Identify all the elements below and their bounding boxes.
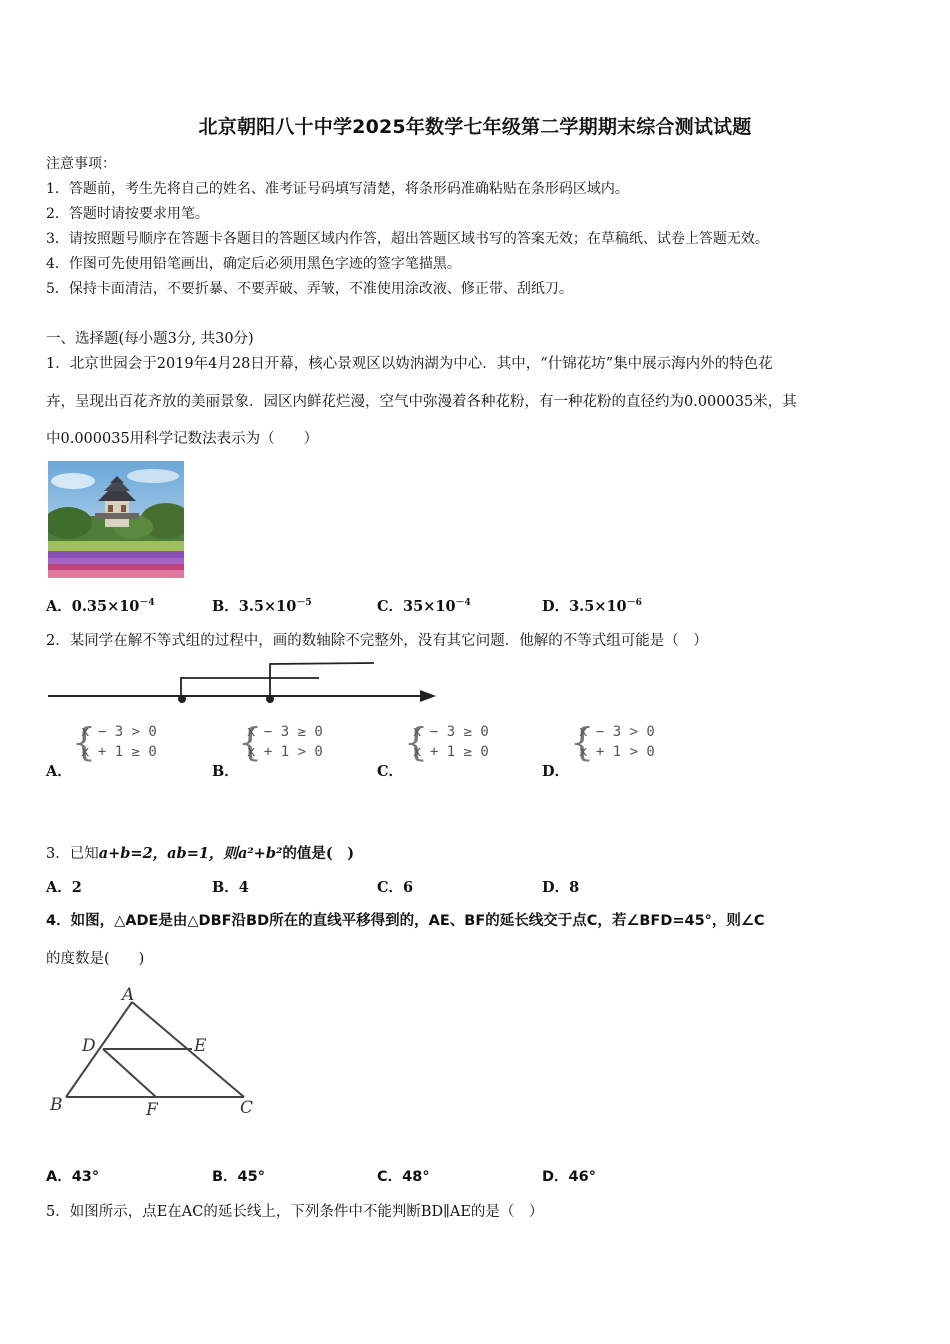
brace-icon: { [238,720,263,764]
q1-option-d-exponent: －6 [626,598,642,608]
q2-b-ineq-1: x − 3 ≥ 0 [247,724,323,740]
q3-suffix: 的值是( ) [282,845,355,862]
q3-option-a[interactable]: A．2 [46,879,82,896]
q1-option-b[interactable] [212,595,312,616]
q3-option-d[interactable]: D．8 [542,879,580,896]
q2-d-ineq-2: x + 1 > 0 [579,744,655,760]
q3-expression: a²+b² [237,845,283,862]
q3-option-b[interactable]: B．4 [212,879,249,896]
q1-option-d-label: D．3.5×10 [542,598,627,615]
q3-condition: a+b=2，ab=1，则 [98,845,238,862]
page-title: 北京朝阳八十中学2025年数学七年级第二学期期末综合测试试题 [198,116,752,138]
q1-option-b-label: B．3.5×10 [212,598,297,615]
section-heading: 一、选择题(每小题3分, 共30分) [46,331,254,347]
q1-option-d[interactable] [542,595,642,616]
brace-icon: { [570,720,595,764]
label-b: B [50,1095,63,1115]
q4-option-a[interactable]: A．43° [46,1169,100,1185]
notice-heading: 注意事项： [46,156,116,172]
q2-option-a-system [72,722,172,764]
q4-option-c[interactable]: C．48° [377,1169,430,1185]
q1-line-2: 卉，呈现出百花齐放的美丽景象．园区内鲜花烂漫，空气中弥漫着各种花粉，有一种花粉的直径约为0.000035米，其 [46,394,797,410]
label-f: F [146,1100,158,1120]
q2-a-ineq-1: x − 3 > 0 [81,724,157,740]
q2-c-ineq-1: x − 3 ≥ 0 [413,724,489,740]
brace-icon: { [404,720,429,764]
expo-park-photo [48,461,184,578]
notice-item-1: 1．答题前，考生先将自己的姓名、准考证号码填写清楚，将条形码准确粘贴在条形码区域内。 [46,181,629,197]
q3-text [46,842,354,863]
q1-option-b-exponent: －5 [296,598,312,608]
q1-option-a[interactable] [46,595,155,616]
notice-item-4: 4．作图可先使用铅笔画出，确定后必须用黑色字迹的签字笔描黑。 [46,256,461,272]
q2-option-c[interactable]: C． [377,763,404,780]
q4-line-1: 4．如图，△ADE是由△DBF沿BD所在的直线平移得到的，AE、BF的延长线交于点C，若∠BFD=45°，则∠C [46,913,765,929]
q4-line-2: 的度数是( ) [46,951,145,967]
q3-option-c[interactable]: C．6 [377,879,414,896]
label-e: E [194,1036,207,1056]
q2-text: 2．某同学在解不等式组的过程中，画的数轴除不完整外，没有其它问题．他解的不等式组可能是（ ） [46,633,708,649]
q2-option-b-system [238,722,338,764]
q2-option-d[interactable]: D． [542,763,570,780]
notice-item-3: 3．请按照题号顺序在答题卡各题目的答题区域内作答，超出答题区域书写的答案无效；在草稿纸、试卷上答题无效。 [46,231,769,247]
q1-option-c-exponent: －4 [455,598,471,608]
q1-line-1: 1．北京世园会于2019年4月28日开幕，核心景观区以妫汭湖为中心．其中，“什锦花坊”集中展示海内外的特色花 [46,356,773,372]
q1-option-a-exponent: －4 [139,598,155,608]
q5-text: 5．如图所示，点E在AC的延长线上，下列条件中不能判断BD∥AE的是（ ） [46,1204,544,1220]
q1-option-c-label: C．35×10 [377,598,456,615]
brace-icon: { [72,720,97,764]
q2-option-c-system [404,722,504,764]
triangle-figure [44,980,274,1120]
q2-option-b[interactable]: B． [212,763,239,780]
q1-option-a-label: A．0.35×10 [46,598,140,615]
q2-option-a[interactable]: A． [46,763,72,780]
q1-line-3: 中0.000035用科学记数法表示为（ ） [46,431,319,447]
q1-option-c[interactable] [377,595,471,616]
q2-option-d-system [570,722,670,764]
q3-prefix: 3．已知 [46,846,99,862]
label-a: A [122,985,135,1005]
q2-c-ineq-2: x + 1 ≥ 0 [413,744,489,760]
label-d: D [82,1036,96,1056]
notice-item-2: 2．答题时请按要求用笔。 [46,206,209,222]
q4-option-b[interactable]: B．45° [212,1169,265,1185]
q2-a-ineq-2: x + 1 ≥ 0 [81,744,157,760]
q2-d-ineq-1: x − 3 > 0 [579,724,655,740]
label-c: C [240,1098,254,1118]
notice-item-5: 5．保持卡面清洁，不要折暴、不要弄破、弄皱，不准使用涂改液、修正带、刮纸刀。 [46,281,573,297]
number-line-figure [44,658,444,710]
q2-b-ineq-2: x + 1 > 0 [247,744,323,760]
q4-option-d[interactable]: D．46° [542,1169,596,1185]
